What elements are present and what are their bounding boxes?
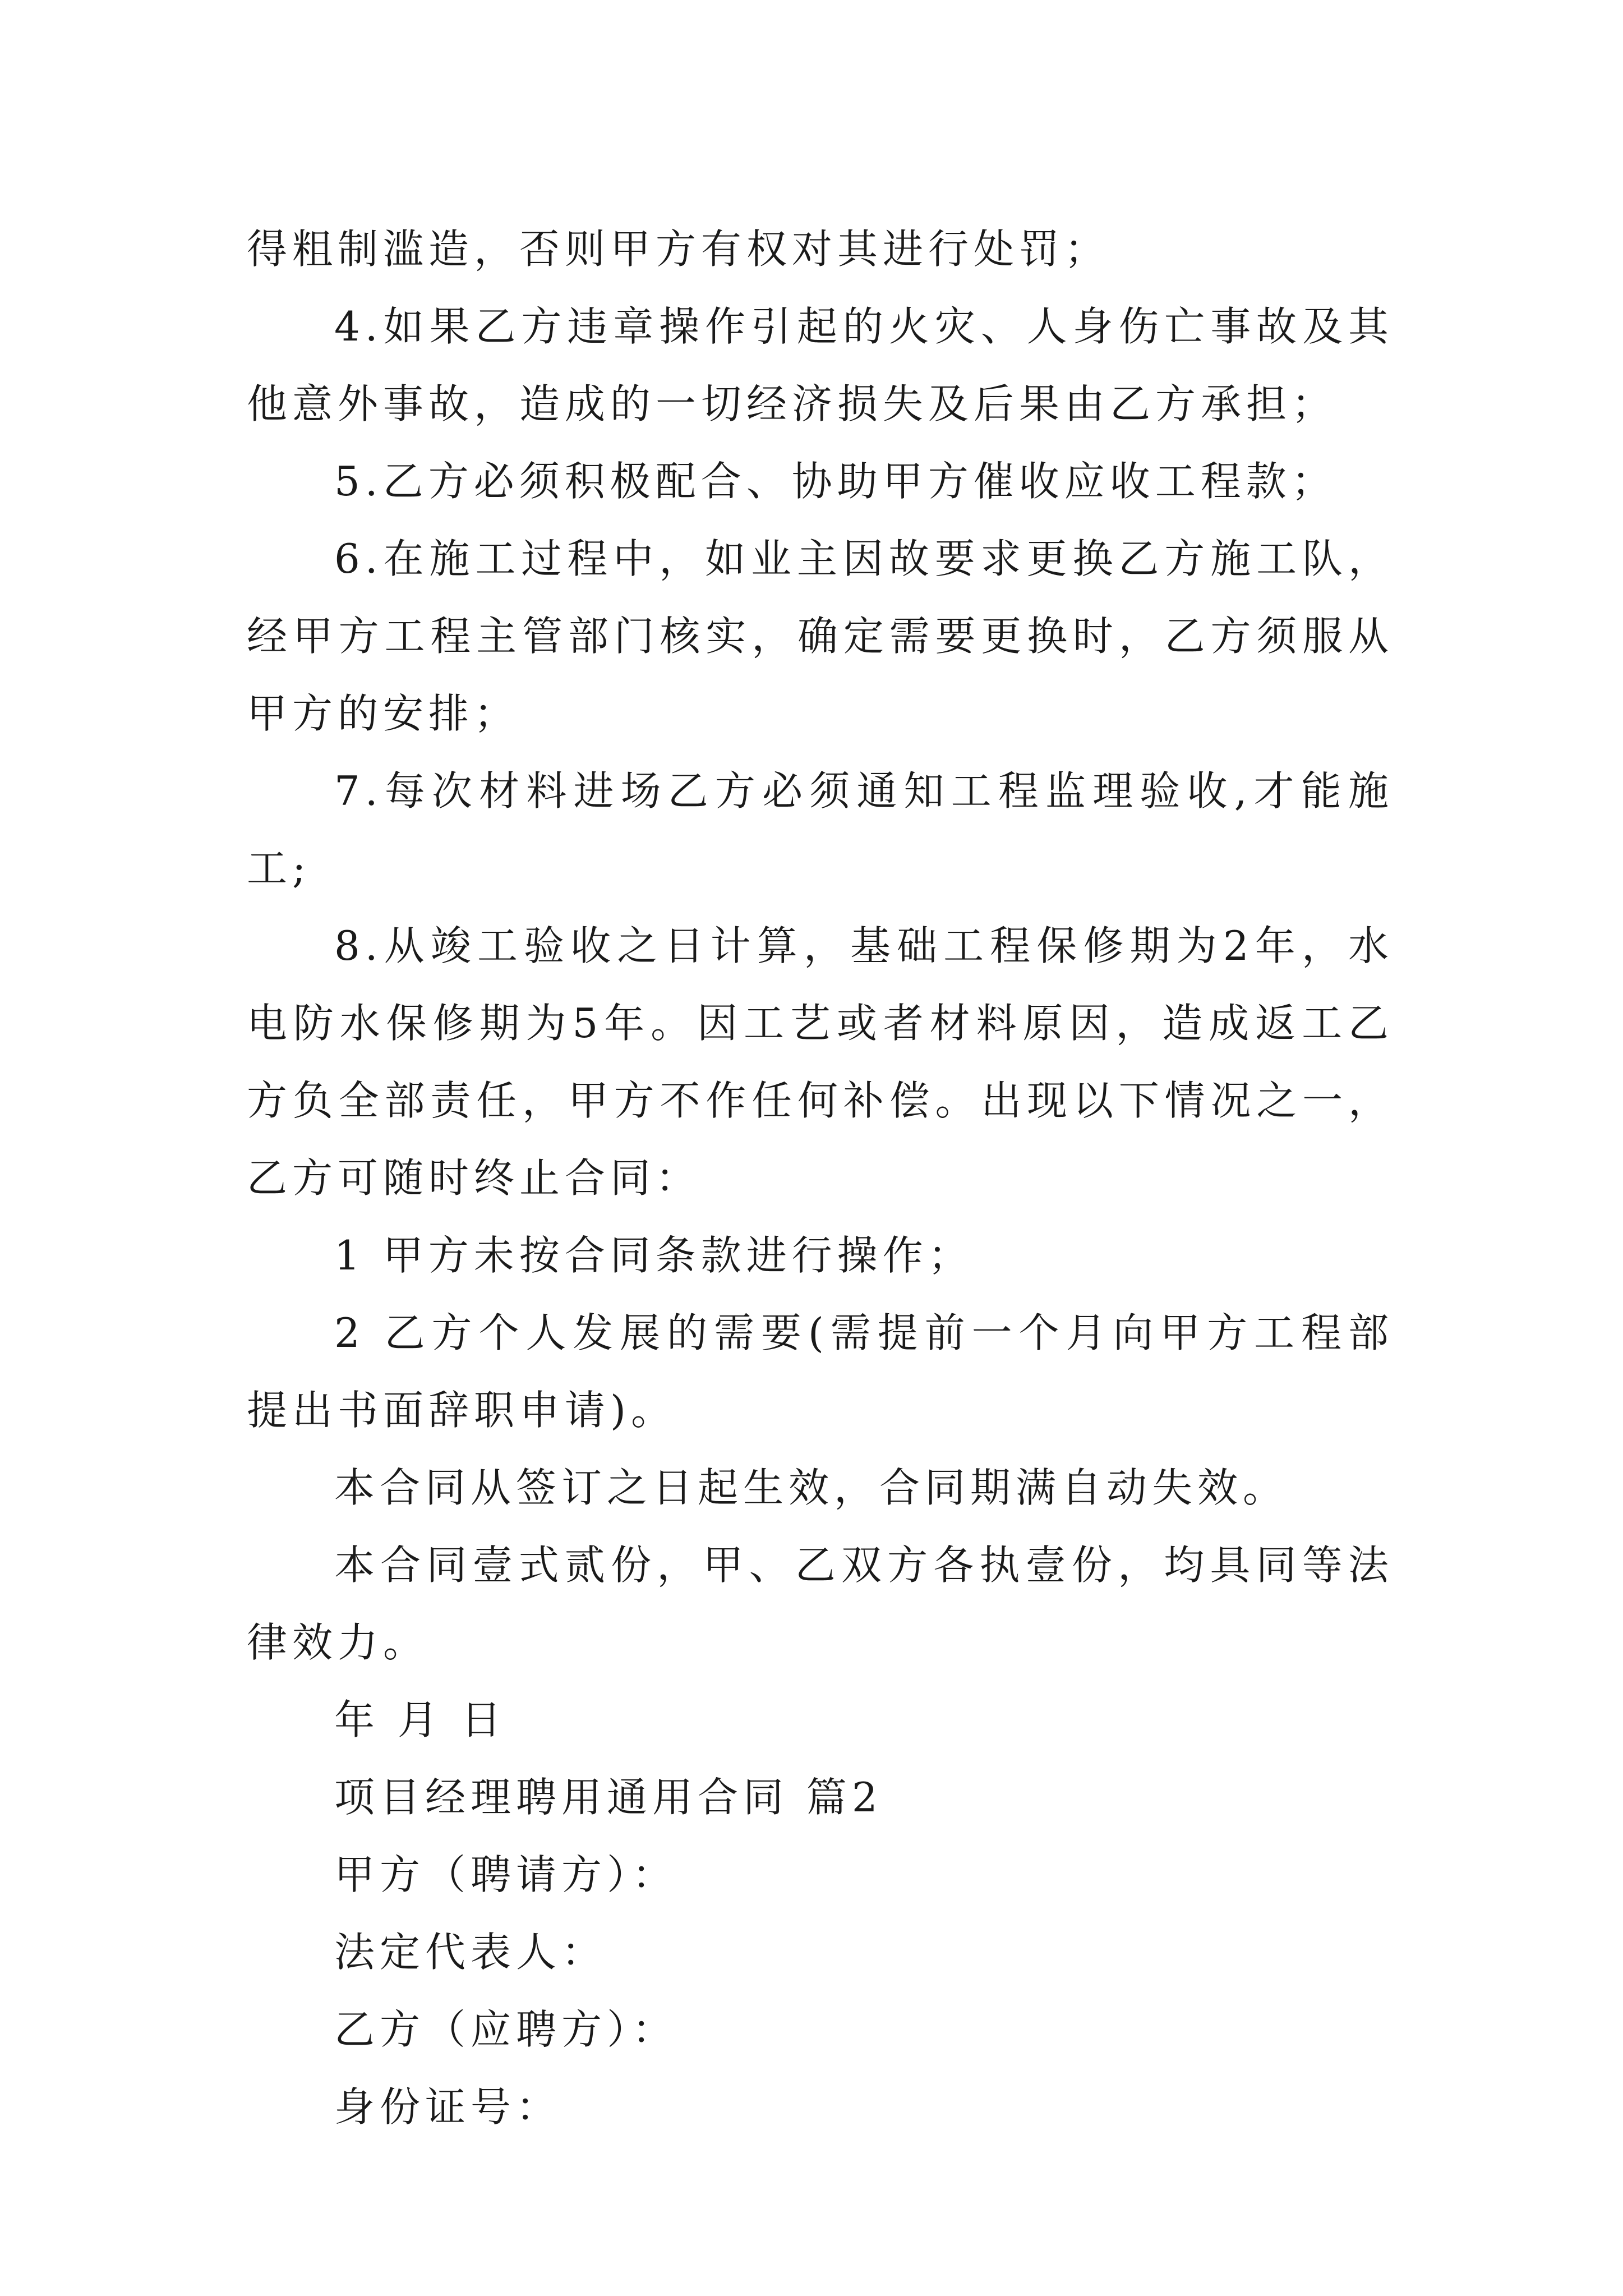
paragraph-clause-5: 5.乙方必须积极配合、协助甲方催收应收工程款；: [334, 458, 1337, 505]
paragraph-effective: 本合同从签订之日起生效，合同期满自动失效。: [334, 1464, 1289, 1511]
date-line: 年 月 日: [334, 1696, 506, 1743]
paragraph-clause-8: 8.从竣工验收之日计算，基础工程保修期为2年，水电防水保修期为5年。因工艺或者材料原因，造成返工乙方负全部责任，甲方不作任何补偿。出现以下情况之一，乙方可随时终止合同：: [247, 922, 1394, 1202]
paragraph-termination-1: 1 甲方未按合同条款进行操作；: [334, 1232, 974, 1279]
party-b-line: 乙方（应聘方）：: [334, 2006, 678, 2053]
paragraph-clause-4: 4.如果乙方违章操作引起的火灾、人身伤亡事故及其他意外事故，造成的一切经济损失及后果由乙方承担；: [247, 303, 1394, 427]
document-body: [247, 210, 1394, 2146]
id-number-line: 身份证号：: [334, 2083, 562, 2131]
paragraph-clause-6: 6.在施工过程中，如业主因故要求更换乙方施工队，经甲方工程主管部门核实，确定需要更换时，乙方须服从甲方的安排；: [247, 535, 1394, 737]
legal-representative-line: 法定代表人：: [334, 1929, 607, 1976]
paragraph-penalty-continuation: 得粗制滥造，否则甲方有权对其进行处罚；: [247, 226, 1110, 273]
party-a-line: 甲方（聘请方）：: [334, 1851, 678, 1898]
paragraph-copies: 本合同壹式贰份，甲、乙双方各执壹份，均具同等法律效力。: [247, 1542, 1394, 1666]
section-title: 项目经理聘用通用合同 篇2: [334, 1774, 883, 1821]
paragraph-termination-2: 2 乙方个人发展的需要(需提前一个月向甲方工程部提出书面辞职申请)。: [247, 1309, 1394, 1434]
paragraph-clause-7: 7.每次材料进场乙方必须通知工程监理验收,才能施工;: [247, 767, 1394, 892]
